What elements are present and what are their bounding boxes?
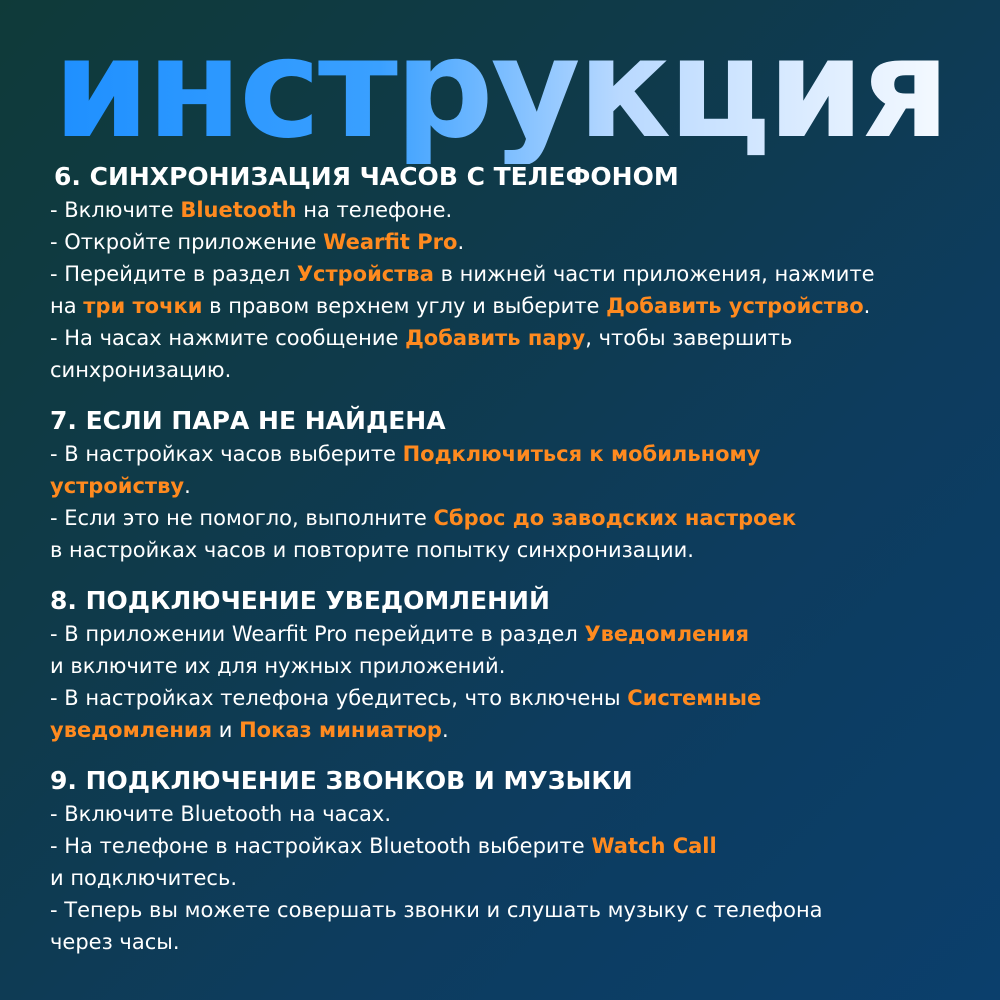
section-heading: 6. СИНХРОНИЗАЦИЯ ЧАСОВ С ТЕЛЕФОНОМ	[54, 162, 679, 191]
line-text: , чтобы завершить	[585, 326, 793, 350]
line-text: через часы.	[50, 930, 180, 954]
instruction-line	[50, 258, 965, 290]
instruction-line	[50, 862, 965, 894]
highlight-text: Уведомления	[584, 622, 750, 646]
highlight-text: уведомления	[50, 718, 213, 742]
highlight-text: три точки	[83, 294, 203, 318]
instruction-line	[50, 534, 965, 566]
line-text: - В настройках часов выберите	[50, 442, 403, 466]
line-text: - На телефоне в настройках Bluetooth выберите	[50, 834, 592, 858]
instructions-body	[50, 160, 965, 976]
line-text: синхронизацию.	[50, 358, 232, 382]
instruction-line	[50, 470, 965, 502]
highlight-text: Добавить устройство	[606, 294, 864, 318]
line-text: на телефоне.	[296, 198, 453, 222]
section-calls-music	[50, 764, 965, 958]
line-text: и	[212, 718, 240, 742]
instruction-line	[50, 714, 965, 746]
instruction-line	[50, 502, 965, 534]
instruction-line	[50, 682, 965, 714]
section-notifications	[50, 584, 965, 746]
line-text: .	[441, 718, 449, 742]
instruction-line	[50, 618, 965, 650]
highlight-text: устройству	[50, 474, 185, 498]
line-text: - Включите Bluetooth на часах.	[50, 802, 392, 826]
instruction-line	[50, 830, 965, 862]
highlight-text: Wearfit Pro	[323, 230, 458, 254]
instruction-line	[50, 650, 965, 682]
instruction-line	[50, 354, 965, 386]
highlight-text: Добавить пару	[405, 326, 586, 350]
line-text: .	[184, 474, 191, 498]
page-title: инструкция	[0, 14, 1000, 164]
line-text: .	[457, 230, 465, 254]
section-heading: 8. ПОДКЛЮЧЕНИЕ УВЕДОМЛЕНИЙ	[50, 586, 550, 615]
highlight-text: Подключиться к мобильному	[402, 442, 761, 466]
highlight-text: Сброс до заводских настроек	[433, 506, 797, 530]
section-pair-not-found	[50, 404, 965, 566]
instruction-line	[50, 894, 965, 926]
highlight-text: Системные	[627, 686, 762, 710]
instruction-line	[50, 194, 965, 226]
instruction-line	[50, 322, 965, 354]
line-text: - Перейдите в раздел	[50, 262, 297, 286]
line-text: в настройках часов и повторите попытку синхронизации.	[50, 538, 694, 562]
section-heading: 7. ЕСЛИ ПАРА НЕ НАЙДЕНА	[50, 406, 446, 435]
line-text: .	[863, 294, 871, 318]
instruction-line	[50, 290, 965, 322]
instruction-line	[50, 926, 965, 958]
line-text: - Теперь вы можете совершать звонки и слушать музыку с телефона	[50, 898, 823, 922]
highlight-text: Показ миниатюр	[239, 718, 442, 742]
line-text: в нижней части приложения, нажмите	[433, 262, 875, 286]
instruction-line	[50, 798, 965, 830]
line-text: - Включите	[50, 198, 181, 222]
instruction-line	[50, 226, 965, 258]
line-text: и включите их для нужных приложений.	[50, 654, 506, 678]
line-text: и подключитесь.	[50, 866, 238, 890]
line-text: - Если это не помогло, выполните	[50, 506, 434, 530]
line-text: в правом верхнем углу и выберите	[202, 294, 607, 318]
highlight-text: Watch Call	[591, 834, 717, 858]
line-text: - В настройках телефона убедитесь, что включены	[50, 686, 628, 710]
highlight-text: Устройства	[296, 262, 434, 286]
section-sync	[50, 160, 965, 386]
line-text: - Откройте приложение	[50, 230, 324, 254]
section-heading: 9. ПОДКЛЮЧЕНИЕ ЗВОНКОВ И МУЗЫКИ	[50, 766, 633, 795]
instruction-line	[50, 438, 965, 470]
line-text: - На часах нажмите сообщение	[50, 326, 406, 350]
line-text: на	[50, 294, 84, 318]
line-text: - В приложении Wearfit Pro перейдите в раздел	[50, 622, 585, 646]
highlight-text: Bluetooth	[180, 198, 297, 222]
